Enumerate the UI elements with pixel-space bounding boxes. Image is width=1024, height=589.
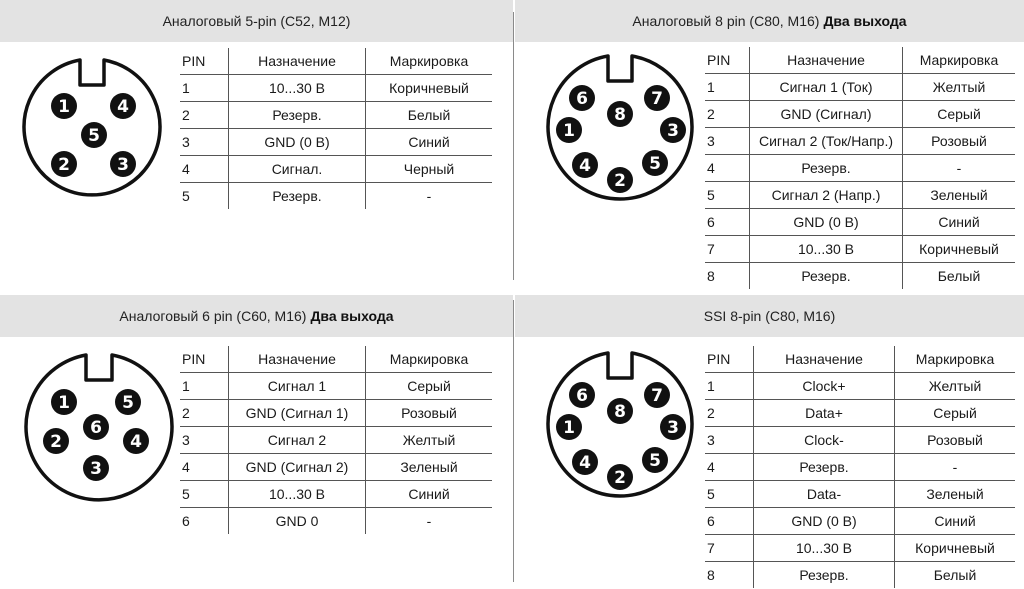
panel-title: Аналоговый 8 pin (C80, M16) <box>632 13 820 29</box>
table-row: 3 Сигнал 2 (Ток/Напр.) Розовый <box>705 128 1015 155</box>
pin-8 <box>607 398 633 424</box>
pin-2 <box>607 167 633 193</box>
pin-2 <box>51 151 77 177</box>
panel-header <box>0 0 513 42</box>
svg-text:8: 8 <box>614 105 626 125</box>
col-header-marking: Маркировка <box>389 53 469 69</box>
col-header-pin: PIN <box>705 47 750 74</box>
svg-text:2: 2 <box>50 432 62 452</box>
pin-2 <box>607 464 633 490</box>
table-row: 1 Сигнал 1 Серый <box>180 373 492 400</box>
table-row: 3 Clock- Розовый <box>705 427 1015 454</box>
table-row: 1 Clock+ Желтый <box>705 373 1015 400</box>
svg-text:6: 6 <box>576 89 588 109</box>
svg-text:5: 5 <box>122 393 134 413</box>
pin-4 <box>572 152 598 178</box>
svg-text:4: 4 <box>117 97 129 117</box>
connector-8pin-diagram <box>539 345 699 505</box>
panel-header <box>0 295 513 337</box>
svg-text:1: 1 <box>58 393 70 413</box>
svg-text:5: 5 <box>88 126 100 146</box>
connector-6pin-diagram <box>16 347 176 507</box>
table-row: 1 Сигнал 1 (Ток) Желтый <box>705 74 1015 101</box>
panel-ssi-8pin <box>515 295 1024 589</box>
pin-1 <box>556 414 582 440</box>
svg-text:3: 3 <box>90 459 102 479</box>
pin-8 <box>607 101 633 127</box>
pin-6 <box>83 414 109 440</box>
table-row: 4 Резерв. - <box>705 155 1015 182</box>
table-row: 8 Резерв. Белый <box>705 263 1015 290</box>
svg-text:6: 6 <box>90 418 102 438</box>
col-header-marking: Маркировка <box>919 52 999 68</box>
pin-6 <box>569 382 595 408</box>
table-row: 5 Data- Зеленый <box>705 481 1015 508</box>
svg-text:4: 4 <box>130 432 142 452</box>
col-header-function: Назначение <box>750 47 903 74</box>
svg-text:3: 3 <box>667 121 679 141</box>
table-row: 5 Резерв. - <box>180 183 492 210</box>
svg-text:1: 1 <box>58 97 70 117</box>
pin-2 <box>43 428 69 454</box>
vertical-divider-bottom <box>513 300 514 582</box>
pin-7 <box>644 382 670 408</box>
vertical-divider-top <box>513 12 514 280</box>
table-row: 6 GND (0 В) Синий <box>705 209 1015 236</box>
svg-text:2: 2 <box>614 468 626 488</box>
connector-5pin-diagram <box>16 52 166 202</box>
col-header-pin: PIN <box>180 346 229 373</box>
svg-text:4: 4 <box>579 156 591 176</box>
col-header-function: Назначение <box>229 48 366 75</box>
svg-text:1: 1 <box>563 418 575 438</box>
panel-title: Аналоговый 5-pin (C52, M12) <box>162 13 351 29</box>
svg-text:3: 3 <box>667 418 679 438</box>
table-row: 6 GND 0 - <box>180 508 492 535</box>
table-row: 7 10...30 В Коричневый <box>705 236 1015 263</box>
svg-text:6: 6 <box>576 386 588 406</box>
table-row: 8 Резерв. Белый <box>705 562 1015 589</box>
pin-5 <box>81 122 107 148</box>
pin-5 <box>642 447 668 473</box>
table-row: 6 GND (0 В) Синий <box>705 508 1015 535</box>
table-row: 1 10...30 В Коричневый <box>180 75 492 102</box>
table-row: 5 10...30 В Синий <box>180 481 492 508</box>
col-header-pin: PIN <box>705 346 754 373</box>
pin-5 <box>642 150 668 176</box>
panel-title: Аналоговый 6 pin (C60, M16) <box>119 308 307 324</box>
pinout-table <box>705 47 1015 289</box>
table-row: 2 GND (Сигнал) Серый <box>705 101 1015 128</box>
panel-title: SSI 8-pin (C80, M16) <box>703 308 836 324</box>
pin-6 <box>569 85 595 111</box>
svg-text:3: 3 <box>117 155 129 175</box>
table-row: 4 GND (Сигнал 2) Зеленый <box>180 454 492 481</box>
svg-text:7: 7 <box>651 386 663 406</box>
panel-title-bold: Два выхода <box>310 308 394 324</box>
connector-8pin-diagram <box>539 48 699 208</box>
pinout-table <box>705 346 1015 588</box>
col-header-function: Назначение <box>229 346 366 373</box>
panel-header <box>515 0 1024 42</box>
pinout-table <box>180 346 492 534</box>
svg-text:1: 1 <box>563 121 575 141</box>
svg-text:4: 4 <box>579 453 591 473</box>
svg-text:2: 2 <box>614 171 626 191</box>
pin-3 <box>110 151 136 177</box>
pinout-table <box>180 48 492 209</box>
table-row: 3 GND (0 В) Синий <box>180 129 492 156</box>
pin-3 <box>83 455 109 481</box>
table-header-row <box>180 346 492 373</box>
pin-7 <box>644 85 670 111</box>
panel-header <box>515 295 1024 337</box>
col-header-pin: PIN <box>180 48 229 75</box>
pin-4 <box>572 449 598 475</box>
table-row: 4 Резерв. - <box>705 454 1015 481</box>
table-row: 3 Сигнал 2 Желтый <box>180 427 492 454</box>
pin-3 <box>660 117 686 143</box>
col-header-function: Назначение <box>754 346 895 373</box>
svg-text:5: 5 <box>649 451 661 471</box>
svg-text:2: 2 <box>58 155 70 175</box>
pin-4 <box>123 428 149 454</box>
pin-3 <box>660 414 686 440</box>
pin-4 <box>110 93 136 119</box>
table-row: 5 Сигнал 2 (Напр.) Зеленый <box>705 182 1015 209</box>
pin-1 <box>51 93 77 119</box>
panel-analog-8pin <box>515 0 1024 292</box>
table-row: 4 Сигнал. Черный <box>180 156 492 183</box>
panel-analog-5pin <box>0 0 513 292</box>
table-row: 2 Data+ Серый <box>705 400 1015 427</box>
svg-text:5: 5 <box>649 154 661 174</box>
pin-5 <box>115 389 141 415</box>
table-header-row <box>180 48 492 75</box>
panel-analog-6pin <box>0 295 513 589</box>
table-row: 2 Резерв. Белый <box>180 102 492 129</box>
pin-1 <box>51 389 77 415</box>
table-row: 2 GND (Сигнал 1) Розовый <box>180 400 492 427</box>
table-row: 7 10...30 В Коричневый <box>705 535 1015 562</box>
svg-text:7: 7 <box>651 89 663 109</box>
table-header-row <box>705 346 1015 373</box>
svg-text:8: 8 <box>614 402 626 422</box>
panel-title-bold: Два выхода <box>823 13 907 29</box>
col-header-marking: Маркировка <box>389 351 469 367</box>
table-header-row <box>705 47 1015 74</box>
col-header-marking: Маркировка <box>915 351 995 367</box>
pin-1 <box>556 117 582 143</box>
